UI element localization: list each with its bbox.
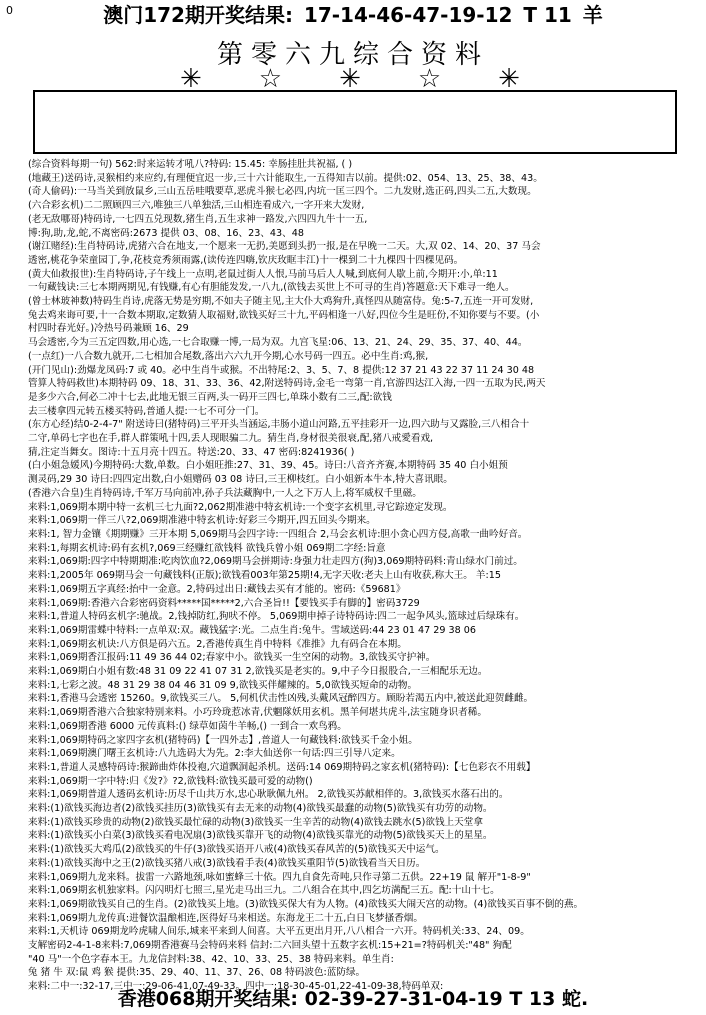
text-line: 兔去鸡来诲可要,十一合数本期取,定数猜人取福财,欲钱买好三十九,平码相逢一八好,四位今生是旺份,不知你要与不要。(小 <box>28 309 540 321</box>
text-line: (一点红)一八合数九就开,二七相加合尾数,落出六六九开今期,心水号码一四五。必中生肖:鸡,猴, <box>28 350 429 362</box>
text-line: 来料:1,069期特码之家四字玄机(猪特码)【一四外志】,普道人一句藏钱料:欲钱买千金小姐。 <box>28 734 418 746</box>
text-line: (曾士林玻神数)特码生肖诗,虎落无势是穷期,不如夫子随主见,主大仆大鸡狗升,真怪四从随富侍。兔:5-7,五连一开可发财, <box>28 296 534 308</box>
asterisk-icon: ✳ <box>180 64 202 94</box>
text-line: 来料:1,069期九龙来料。拔雷一六路地颈,咏如蜜蜂三十依。四九自食先奇吨,只作寻第二五供。22+19 鼠 解开"1-8-9" <box>28 871 531 883</box>
text-line: 来料:1,069期欲钱买自己的生肖。(2)欲钱买上地。(3)欲钱买保大有为人物。(4)欲钱买大闹天宫的动物。(4)欲钱买百事不倒的燕。 <box>28 898 584 910</box>
macau-result-header <box>0 0 706 30</box>
text-line: 来料:1,069期普道人透码玄机诗:历尽千山共万水,忠心耿耿佩九州。 2,欲钱买苏献相伴的。3,欲钱买水落石出的。 <box>28 789 509 801</box>
text-line: 来料:1,069期澳门曙王玄机诗:八九选码大为先。2:李大仙送你一句话:四三引导八定来。 <box>28 748 401 760</box>
text-line: 来料:1,069期香港六合独家特别来料。小巧玲珑惹冰青,伏魍隊妖用玄机。黑羊何堪共虎斗,法宝随身识者稀。 <box>28 707 487 719</box>
text-line: 来料:1,069期五字真经:抬中一金意。2,特码过出日:藏钱去买有才能的。密码:《59681》 <box>28 583 406 595</box>
text-line: (老无敌哪哥)特码诗,一七四五兑现数,猪生肖,五生求神一路发,六四四九牛十一五, <box>28 213 368 225</box>
text-line: 来料:1,普道人特码玄机字:驰战。2,钱掉防红,狗吠不停。 5,069期申掉子诗特码诗:四二一起争风头,篮球过后绿珠有。 <box>28 611 525 623</box>
text-line: 兔 猪 牛 双:鼠 鸡 猴 提供:35、29、40、11、37、26、08 特码波色:蓝防绿。 <box>28 967 366 979</box>
text-line: 支解密码2-4-1-8来料:7,069期香港赛马会特码来料 信封:二六回头望十五数字玄机:15+21=?特码机关:"48" 狗配 <box>28 940 512 952</box>
text-line: "40 马"一个色字春本王。九龙信封料:38、42、10、33、25、38 特码来料。单生肖: <box>28 953 394 965</box>
text-line: 来料:(1)欲钱买海中之王(2)欲钱买猪八戒(3)欲钱看手表(4)欲钱买重阳节(5)欲钱看当天日历。 <box>28 857 426 869</box>
asterisk-icon: ✳ <box>339 64 361 94</box>
page-subtitle: 第零六九综合资料 <box>216 40 489 70</box>
text-line: 来料:1,069期:香港六合彩密码资料*****国*****2,六合圣旨!!【要钱买手有脚的】密码3729 <box>28 597 420 609</box>
text-line: (黄大仙救报世):生肖特码诗,子午线上一点明,老鼠过街人人恨,马前马后人人喊,到底何人歇上前,今期开:小,单:11 <box>28 268 498 280</box>
text-line: 二守,单码七字也在手,群人群策吼十四,丢人现眼骗二九。猜生肖,身材很美很衰,配,猪八戒愛看戏, <box>28 433 434 445</box>
text-line: 来料:1,069期九龙传真:进餐饮温酿相连,医得好马来相送。东海龙王二十五,白日飞梦搔香烟。 <box>28 912 423 924</box>
text-line: (综合资料每期一句) 562:时来运转才吼八?特码: 15.45: 幸肠挂肚共祝福, ( ) <box>28 159 353 170</box>
text-line: 来料:1,069期:四字中特期期准:吃肉饮血?2,069期马会拼期诗:身强力壮走四方(狗)3,069期特码料:青山绿水门前过。 <box>28 556 523 568</box>
macau-result-special: T 11 <box>523 3 572 27</box>
text-line: 一句藏钱诀:三七本期两期见,有钱赚,有心有胆能发发,一八九,(欲钱去买世上不可寻的生肖)答题意:天下难寻一绝人。 <box>28 282 515 294</box>
text-line: 来料:1,天机诗 069期龙吟虎啸人间乐,城来平来到人间喜。大平五更出月开,八八相合一六开。特码机关:33、24、09。 <box>28 926 530 938</box>
macau-result-label: 澳门172期开奖结果: <box>103 3 293 27</box>
text-line: (开门见山):劲爆龙凤码:7 或 40。必中生肖牛或猴。不出特尾:2、3、5、7、8 提供:12 37 21 43 22 37 11 24 30 48 <box>28 364 535 376</box>
text-line: 来料:1,069期雷蝶中特料:一点单双:双。藏钱猛字:光。二点生肖:兔牛。雪域送码:44 23 01 47 29 38 06 <box>28 624 477 636</box>
content-lines <box>28 158 678 994</box>
text-line: 来料:1,069期香江报码:11 49 36 44 02;春家中小。欲钱买一生空闲的动物。3,欲钱买守护神。 <box>28 652 436 664</box>
decorative-stars <box>180 66 520 92</box>
star-icon: ☆ <box>258 64 283 94</box>
text-line: 猜,注定当舞女。图诗:十五月亮十四五。特送:20、33、47 密码:8241936( ) <box>28 446 355 458</box>
text-line: 来料:1,069期香港 6000 元传真料:() 绿草如茵牛羊畅,() 一到合一欢鸟鸦。 <box>28 720 347 732</box>
text-line: 来料:1,069期本期中特一玄机三七九面?2,062期准港中特玄机诗:一个变字玄机里,寻它踪迹定发现。 <box>28 501 453 513</box>
macau-result-numbers: 17-14-46-47-19-12 <box>303 3 513 27</box>
text-line: 来料:1,069期玄机诀:八方俱是码六五。2,香港传真生肖中特料《准推》九有码合在本期。 <box>28 638 407 650</box>
text-line: 测灵码,29 30 诗曰:四四定出数,白小姐赠码 03 08 诗曰,三王柳枝红。白小姐新本牛本,特大喜讯眼。 <box>28 474 453 486</box>
text-line: 来料:1,069期一字中特:归《发?》?2,欲钱料:欲钱买最可爱的动物() <box>28 775 313 787</box>
text-line: 来料:(1)欲钱买大鸡瓜(2)欲钱买的牛仔(3)欲钱买语开八戒(4)欲钱买春风苦的(5)欲钱买天中运气。 <box>28 844 445 856</box>
text-line: 村四时春光好。)冷热号码兼顾 16、29 <box>28 323 189 335</box>
text-line: 管算人特码救世)本期特码 09、18、31、33、36、42,附送特码诗,金毛一弯第一肖,官游四达江入海,一四一五取为民,两天 <box>28 378 546 390</box>
text-line: 来料:二中一:32-17,三中一:29-06-41,07-49-33。四中一:18-30-45-01,22-41-09-38,特码单双: <box>28 981 444 993</box>
text-line: (东方心经)结0-2-4-7" 附送诗曰(猪特码)三平开头当涵运,丰肠小道山河路,五平挂彩开一边,四六助与又露脸,三八相合十 <box>28 419 530 431</box>
hongkong-result-footer <box>0 985 706 1013</box>
text-line: 去三楼拿四元转五楼买特码,普通人提:一七不可分一门。 <box>28 405 265 417</box>
text-line: 来料:1,069期一伴三八?2,069期准港中特玄机诗:好彩三今期开,四五回头今期来。 <box>28 515 376 527</box>
text-line: (白小姐急媛风)今期特码:大数,单数。白小姐旺推:27、31、39、45。诗曰:八音齐齐赛,本期特码 35 40 白小姐预 <box>28 460 508 472</box>
text-line: 马会透密,今为三五定四数,用心选,一七合取赚一博,一局为双。九宫飞星:06、13、21、24、29、35、37、40、44。 <box>28 337 528 349</box>
text-line: (六合彩玄机)二二照顾四三六,唯独三八单独活,三山相连看成六,一字开来大发财, <box>28 200 365 212</box>
text-line: (奇人偷码):一马当关到放鼠乡,三山五岳哇哦要草,恶虎斗猴七必四,内坑一匡三四个。二九发财,选正码,四头二五,大数现。 <box>28 186 537 198</box>
text-line: 来料:1,香港马会透密 15260。9,欲钱买三八。 5,何机伏击性凶残,头戴风冠醉四方。顾盼若渴五内中,被送此迎贺雌雌。 <box>28 693 534 705</box>
text-line: 来料:1,七彩之波。48 31 29 38 04 46 31 09 9,欲钱买伴耀辣的。5,0欲钱买短命的动物。 <box>28 679 418 691</box>
empty-frame-box <box>33 90 677 154</box>
text-line: (谢江赌经):生肖特码诗,虎猪六合在地支,一个愿来一无扔,美愿到头扔一报,是在早晚一二天。大,双 02、14、20、37 马会 <box>28 241 541 253</box>
text-line: 来料:1,每期玄机诗:码有玄机?,069三经赚红欲钱料 欲钱兵曾小姐 069期二字经:旨意 <box>28 542 386 554</box>
text-line: 透密,桃花争荣童园丁,争,花枝竞秀须雨露,(读传连四嗨,钦庆玫眶丰江)十一棵到二十九棵四十四棵见码。 <box>28 254 464 266</box>
text-line: 来料:(1)欲钱买珍贵的动物(2)欲钱买最忙碌的动物(3)欲钱买一生辛苦的动物(4)欲钱去跳水(5)欲钱上天堂拿 <box>28 816 483 828</box>
text-line: 来料:1,069期白小姐有数:48 31 09 22 41 07 31 2,欲钱买是老实的。9,中子今日报股合,一三相配乐无边。 <box>28 666 488 678</box>
text-line: (地藏王)送码诗,灵猴相约来应约,有理便宜迟一步,三十六计能取生,一五得知吉以前。提供:02、054、13、25、38、43。 <box>28 172 543 184</box>
text-line: 是多少六合,何必二冲十七去,此地无银三百两,头一码开三四七,单珠小数有二三,配:欲钱 <box>28 391 392 403</box>
macau-result-zodiac: 羊 <box>582 3 603 27</box>
asterisk-icon: ✳ <box>498 64 520 94</box>
hongkong-result-numbers: 02-39-27-31-04-19 <box>304 988 503 1010</box>
corner-mark: 0 <box>6 4 13 17</box>
hongkong-result-label: 香港068期开奖结果: <box>117 988 299 1010</box>
text-line: 来料:1,普道人灵感特码诗:猴蹄曲炸体投袍,穴道飘洞起杀机。送码:14 069期特码之家玄机(猪特码):【七色彩衣不用载】 <box>28 761 536 773</box>
star-icon: ☆ <box>417 64 442 94</box>
hongkong-result-zodiac: 蛇. <box>562 988 589 1010</box>
text-line: 来料:(1)欲钱买海边者(2)欲钱买挂历(3)欲钱买有去无来的动物(4)欲钱买最蠢的动物(5)欲钱买有功劳的动物。 <box>28 803 493 815</box>
text-line: (香港六合皇)生肖特码诗,千军万马向前冲,孙子兵法藏胸中,一人之下万人上,将军威权千里磁。 <box>28 487 422 499</box>
text-line: 博:狗,助,龙,蛇,不离密码:2673 提供 03、08、16、23、43、48 <box>28 227 304 239</box>
text-line: 来料:1,069期玄机独家料。闪闪明灯七照三,星光走马出三九。二八组合在其中,四乞坊满配三五。配:十山十七。 <box>28 885 500 897</box>
text-line: 来料:1, 智力金镶《期期赚》三开本期 5,069期马会四字诗:一四组合 2,马会玄机诗:胆小贪心四方侵,高歌一曲吟好音。 <box>28 528 528 540</box>
text-line: 来料:1,2005年 069期马会一句藏钱料(正版);欲钱看003年第25期!4,无字天收:老夫上山有收获,称大王。 羊:15 <box>28 570 501 582</box>
hongkong-result-special: T 13 <box>509 988 556 1010</box>
text-line: 来料:(1)欲钱买小白菜(3)欲钱买看电况扇(3)欲钱买靠开飞的动物(4)欲钱买靠光的动物(5)欲钱买天上的星星。 <box>28 830 493 842</box>
